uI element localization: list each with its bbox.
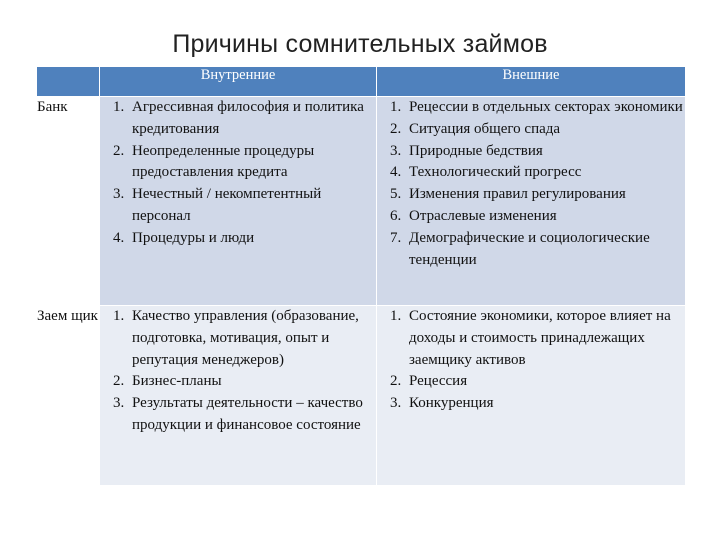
table-row-bank: [37, 97, 686, 306]
cell-borrower-external: [377, 306, 686, 486]
header-row: [37, 67, 686, 97]
header-internal: Внутренние: [100, 67, 377, 97]
row-label-bank: Банк: [37, 97, 100, 306]
cell-borrower-internal: [100, 306, 377, 486]
list-item: 2. Ситуация общего спада: [405, 119, 685, 141]
list-item: 1. Агрессивная философия и политика кредитования: [128, 97, 376, 141]
header-corner: [37, 67, 100, 97]
list-item: 3. Природные бедствия: [405, 141, 685, 163]
cell-bank-internal: [100, 97, 377, 306]
list-item: 3. Результаты деятельности – качество продукции и финансовое состояние: [128, 393, 376, 437]
list-item: 4. Технологический прогресс: [405, 162, 685, 184]
list-borrower-external: [377, 306, 685, 415]
list-item: 5. Изменения правил регулирования: [405, 184, 685, 206]
list-item: 6. Отраслевые изменения: [405, 206, 685, 228]
list-bank-internal: [100, 97, 376, 250]
list-bank-external: [377, 97, 685, 271]
list-item: 4. Процедуры и люди: [128, 228, 376, 250]
list-item: 2. Бизнес-планы: [128, 371, 376, 393]
list-borrower-internal: [100, 306, 376, 437]
cell-bank-external: [377, 97, 686, 306]
row-label-borrower: Заем щик: [37, 306, 100, 486]
list-item: 1. Состояние экономики, которое влияет на доходы и стоимость принадлежащих заемщику активов: [405, 306, 685, 371]
list-item: 1. Рецессии в отдельных секторах экономики: [405, 97, 685, 119]
causes-table: [36, 66, 686, 486]
list-item: 2. Рецессия: [405, 371, 685, 393]
list-item: 3. Нечестный / некомпетентный персонал: [128, 184, 376, 228]
list-item: 1. Качество управления (образование, подготовка, мотивация, опыт и репутация менеджеров): [128, 306, 376, 371]
list-item: 2. Неопределенные процедуры предоставления кредита: [128, 141, 376, 185]
list-item: 7. Демографические и социологические тенденции: [405, 228, 685, 272]
list-item: 3. Конкуренция: [405, 393, 685, 415]
table-row-borrower: [37, 306, 686, 486]
slide-title: Причины сомнительных займов: [172, 30, 548, 58]
header-external: Внешние: [377, 67, 686, 97]
